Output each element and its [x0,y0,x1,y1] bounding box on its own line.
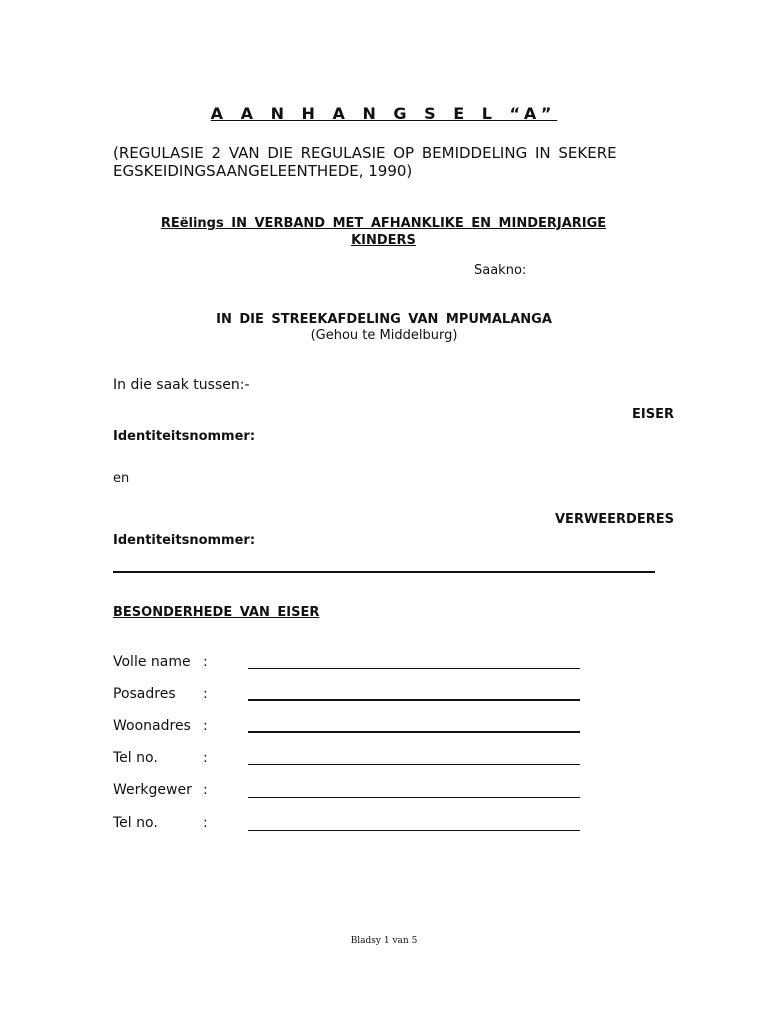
plaintiff-id-label: Identiteitsnommer: [113,429,256,444]
page-footer: Bladsy 1 van 5 [350,936,418,946]
section-heading [113,215,654,249]
plaintiff-details-title: BESONDERHEDE VAN EISER [113,605,320,620]
defendant-id-label: Identiteitsnommer: [113,533,256,548]
field-colon: : [203,718,208,734]
employer-tel-no-line[interactable] [248,830,580,831]
document-title: A A N H A N G S E L “A” [210,104,558,123]
field-label-full-name: Volle name [113,654,191,670]
court-location: (Gehou te Middelburg) [310,328,458,343]
field-label-postal-address: Posadres [113,686,176,702]
parties-intro: In die saak tussen:- [113,377,250,393]
field-label-employer-tel-no: Tel no. [113,815,158,831]
section-heading-line1: REëlings IN VERBAND MET AFHANKLIKE EN MINDERJARIGE [160,216,607,231]
residential-address-line[interactable] [248,731,580,733]
field-label-tel-no: Tel no. [113,750,158,766]
section-heading-line2: KINDERS [351,233,416,248]
field-label-employer: Werkgewer [113,782,192,798]
conjunction-and: en [113,471,130,486]
plaintiff-label: EISER [632,407,674,422]
field-colon: : [203,750,208,766]
regulation-reference-line2: EGSKEIDINGSAANGELEENTHEDE, 1990) [113,162,413,180]
tel-no-line[interactable] [248,764,580,765]
field-colon: : [203,815,208,831]
regulation-reference-line1: (REGULASIE 2 VAN DIE REGULASIE OP BEMIDDELING IN SEKERE [113,144,617,162]
field-colon: : [203,686,208,702]
field-colon: : [203,782,208,798]
case-number-label: Saakno: [474,263,527,278]
postal-address-line[interactable] [248,699,580,701]
field-label-residential-address: Woonadres [113,718,191,734]
field-colon: : [203,654,208,670]
employer-line[interactable] [248,797,580,798]
full-name-line[interactable] [248,668,580,669]
defendant-label: VERWEERDERES [555,512,674,527]
court-name: IN DIE STREEKAFDELING VAN MPUMALANGA [216,312,552,327]
horizontal-rule [113,571,655,573]
